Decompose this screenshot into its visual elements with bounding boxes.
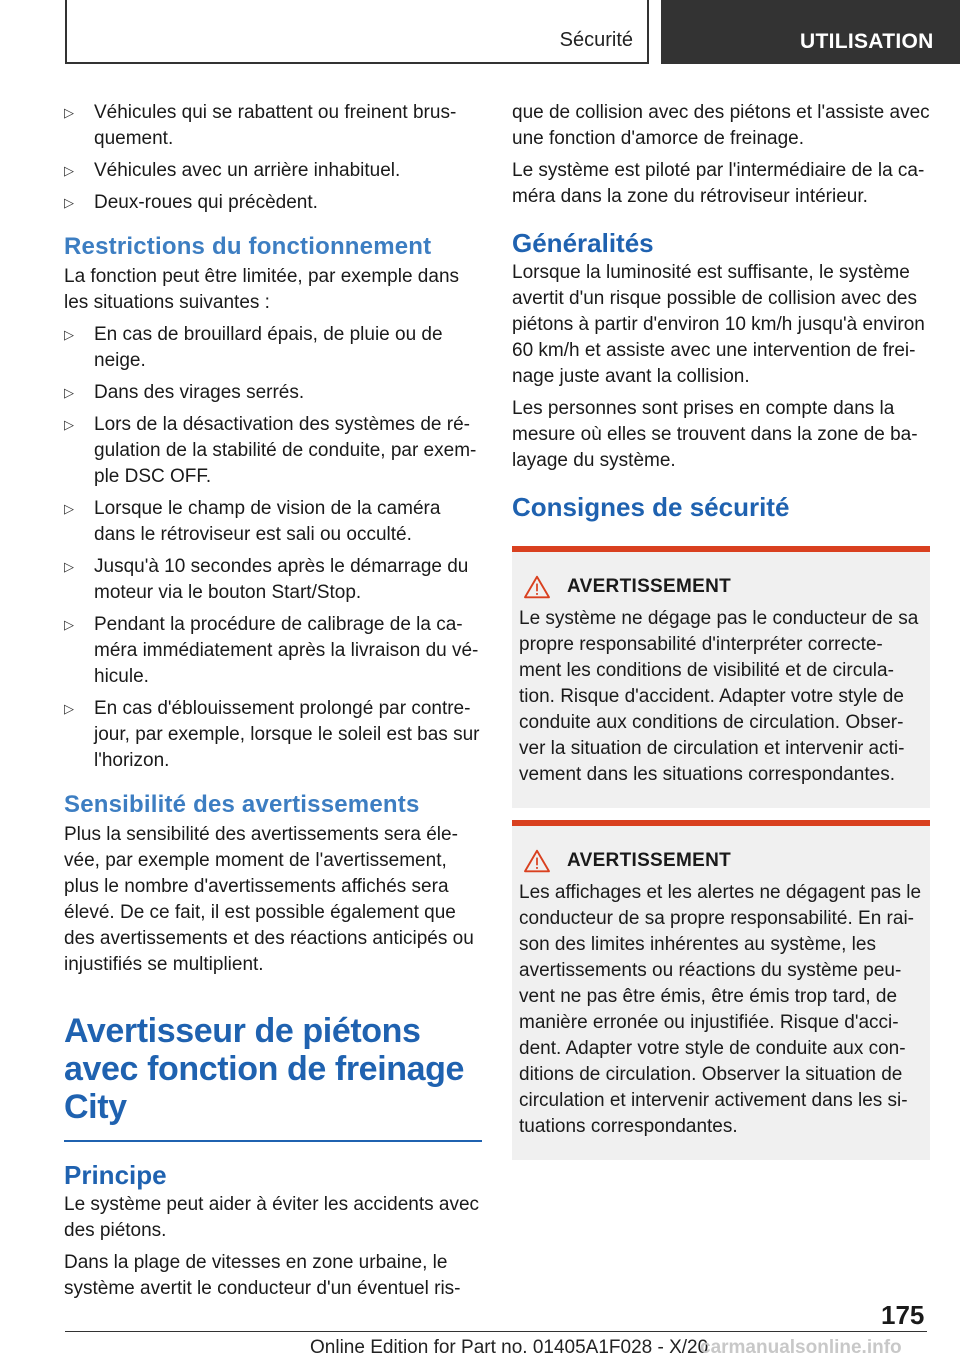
right-column xyxy=(512,100,930,1160)
principle-heading: Principe xyxy=(64,1160,167,1190)
triangle-bullet-icon: ▷ xyxy=(64,163,74,178)
warning-box xyxy=(512,820,930,1160)
general-paragraph-1: Lorsque la luminosité est suffisante, le système avertit d'un risque possible de collision avec des piétons à partir d'environ 10 km/h jusqu'à environ 60 km/h et assiste avec une intervention de frei-nage juste avant la collision. xyxy=(512,262,925,387)
header-chapter-tab xyxy=(661,0,960,64)
restrictions-bullet-list xyxy=(64,322,482,774)
triangle-bullet-icon: ▷ xyxy=(64,195,74,210)
restrictions-intro: La fonction peut être limitée, par exemple dans les situations suivantes : xyxy=(64,266,460,313)
list-item: ▷ Pendant la procédure de calibrage de la ca-méra immédiatement après la livraison du vé-hicule. xyxy=(64,614,479,687)
list-item: ▷ En cas d'éblouissement prolongé par contre-jour, par exemple, lorsque le soleil est bas sur l'horizon. xyxy=(64,698,480,771)
header-section-title: Sécurité xyxy=(559,29,633,51)
left-column xyxy=(64,100,482,1308)
list-item: ▷ Véhicules qui se rabattent ou freinent brus-quement. xyxy=(64,102,457,149)
triangle-bullet-icon: ▷ xyxy=(64,327,74,342)
warning-title: AVERTISSEMENT xyxy=(519,574,922,600)
main-section-heading: Avertisseur de piétons avec fonction de freinage City xyxy=(64,1012,464,1126)
principle-paragraph-1: Le système peut aider à éviter les accidents avec des piétons. xyxy=(64,1194,480,1241)
safety-heading: Consignes de sécurité xyxy=(512,492,790,522)
warning-title: AVERTISSEMENT xyxy=(519,848,922,874)
list-item: ▷ Lors de la désactivation des systèmes de ré-gulation de la stabilité de conduite, par exem-ple DSC OFF. xyxy=(64,414,477,487)
list-item: ▷ Jusqu'à 10 secondes après le démarrage du moteur via le bouton Start/Stop. xyxy=(64,556,469,603)
intro-bullet-list xyxy=(64,100,482,216)
warning-text: Les affichages et les alertes ne dégagent pas le conducteur de sa propre responsabilité. En rai-son des limites inhérentes au système, les avertissements ou réactions du système peu-vent ne pas être émis, être émis trop tard, de manière erronée ou injustifiée. Risque d'acci-dent. Adapter votre style de conduite aux con-ditions de circulation. Observer la situation de circulation et intervenir activement dans les si-tuations correspondantes. xyxy=(519,882,922,1137)
triangle-bullet-icon: ▷ xyxy=(64,385,74,400)
warning-triangle-icon xyxy=(521,849,553,873)
page-number: 175 xyxy=(881,1300,925,1330)
sensitivity-text: Plus la sensibilité des avertissements sera éle-vée, par exemple moment de l'avertissement, plus le nombre d'avertissements affichés sera élevé. De ce fait, il est possible également que des avertissements et des réactions anticipés ou injustifiés se multiplient. xyxy=(64,824,474,975)
triangle-bullet-icon: ▷ xyxy=(64,701,74,716)
header-section-box xyxy=(65,0,649,64)
principle-paragraph-2: Dans la plage de vitesses en zone urbaine, le système avertit le conducteur d'un éventuel ris- xyxy=(64,1252,461,1299)
edition-text: Online Edition for Part no. 01405A1F028 - X/20 xyxy=(310,1337,709,1358)
warning-text: Le système ne dégage pas le conducteur de sa propre responsabilité d'interpréter correcte-ment les conditions de visibilité et de circula-tion. Risque d'accident. Adapter votre style de conduite aux conditions de circulation. Obser-ver la situation de circulation et intervenir acti-vement dans les situations correspondantes. xyxy=(519,608,919,785)
continued-paragraph-2: Le système est piloté par l'intermédiaire de la ca-méra dans la zone du rétroviseur intérieur. xyxy=(512,160,925,207)
triangle-bullet-icon: ▷ xyxy=(64,501,74,516)
list-item: ▷ En cas de brouillard épais, de pluie ou de neige. xyxy=(64,324,443,371)
footer-divider xyxy=(65,1331,927,1332)
list-item: ▷ Deux-roues qui précèdent. xyxy=(64,190,482,216)
list-item: ▷ Véhicules avec un arrière inhabituel. xyxy=(64,158,482,184)
list-item: ▷ Lorsque le champ de vision de la caméra dans le rétroviseur est sali ou occulté. xyxy=(64,498,441,545)
general-paragraph-2: Les personnes sont prises en compte dans la mesure où elles se trouvent dans la zone de ba-layage du système. xyxy=(512,398,918,471)
sensitivity-heading: Sensibilité des avertissements xyxy=(64,791,420,818)
warning-triangle-icon xyxy=(521,575,553,599)
triangle-bullet-icon: ▷ xyxy=(64,105,74,120)
triangle-bullet-icon: ▷ xyxy=(64,559,74,574)
continued-paragraph-1: que de collision avec des piétons et l'assiste avec une fonction d'amorce de freinage. xyxy=(512,102,930,149)
restrictions-heading: Restrictions du fonctionnement xyxy=(64,233,432,260)
watermark-text: carmanualsonline.info xyxy=(700,1337,902,1358)
triangle-bullet-icon: ▷ xyxy=(64,417,74,432)
header-chapter-label: UTILISATION xyxy=(800,30,934,53)
warning-box xyxy=(512,546,930,808)
heading-divider xyxy=(64,1140,482,1142)
list-item: ▷ Dans des virages serrés. xyxy=(64,380,482,406)
triangle-bullet-icon: ▷ xyxy=(64,617,74,632)
general-heading: Généralités xyxy=(512,228,654,258)
